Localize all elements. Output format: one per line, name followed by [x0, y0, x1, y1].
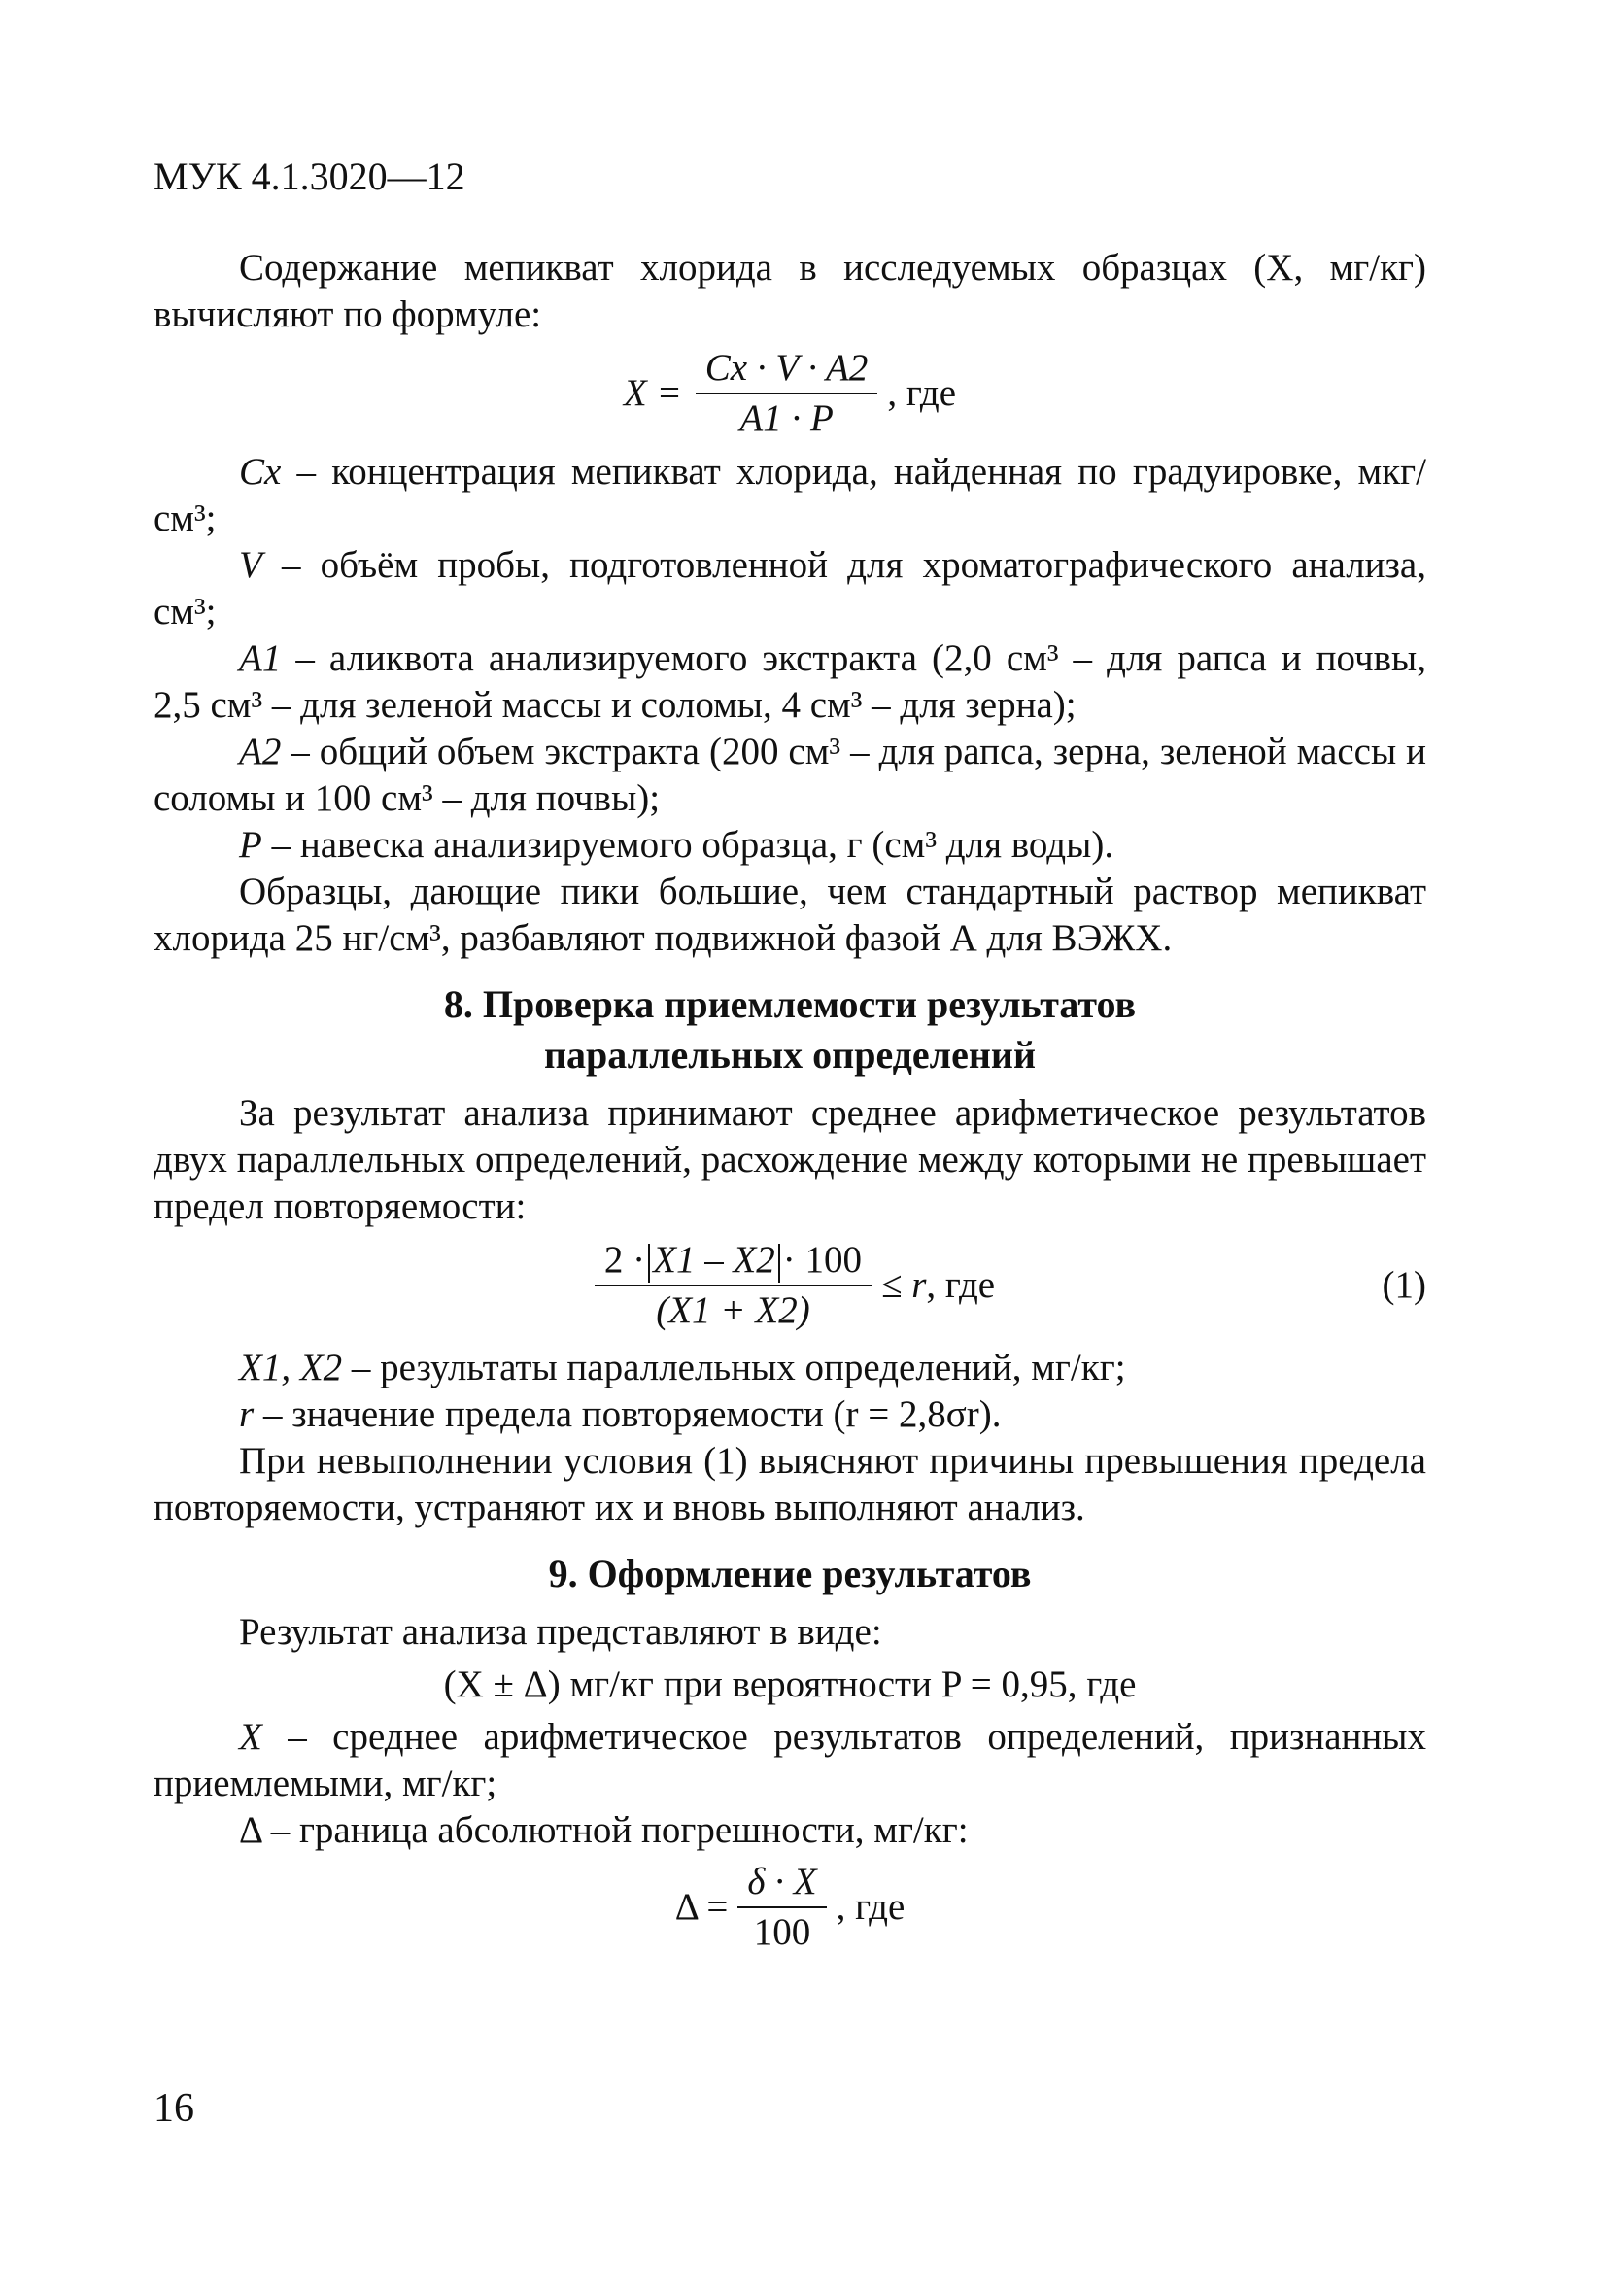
- definition-text: – концентрация мепикват хлорида, найденная по градуировке, мкг/см³;: [154, 451, 1426, 539]
- definition-a2: [154, 729, 1426, 822]
- definition-symbol: r: [239, 1393, 255, 1436]
- definition-v: [154, 542, 1426, 635]
- section-8-heading-line1: 8. Проверка приемлемости результатов: [443, 982, 1137, 1026]
- formula-delta-denominator: 100: [753, 1911, 811, 1954]
- definition-text: – объём пробы, подготовленной для хроматографического анализа, см³;: [154, 544, 1426, 633]
- document-body: [154, 245, 1426, 1961]
- section-9-paragraph: Результат анализа представляют в виде:: [239, 1611, 882, 1654]
- dilution-paragraph: Образцы, дающие пики большие, чем стандартный раствор мепикват хлорида 25 нг/см³, разбавляют подвижной фазой А для ВЭЖХ.: [154, 871, 1426, 959]
- definition-x-mean: [154, 1714, 1426, 1807]
- formula-delta-fraction: [737, 1860, 826, 1955]
- formula-result: [154, 1662, 1426, 1708]
- definition-symbol: X: [239, 1716, 262, 1759]
- definition-symbol: Cx: [239, 451, 282, 493]
- definition-symbol: A1: [239, 637, 282, 679]
- section-8-heading-line2: параллельных определений: [544, 1033, 1036, 1077]
- definition-r: [154, 1391, 1426, 1438]
- formula-x-numerator: Cx · V · A2: [696, 346, 878, 394]
- definition-text: – граница абсолютной погрешности, мг/кг:: [260, 1809, 969, 1852]
- equation-number: (1): [1382, 1264, 1426, 1307]
- formula-x: [154, 346, 1426, 441]
- section-9-heading-text: 9. Оформление результатов: [548, 1552, 1032, 1596]
- section-8-heading: [154, 979, 1426, 1080]
- definition-cx: [154, 449, 1426, 542]
- definition-text: – навеска анализируемого образца, г (см³ для воды).: [261, 824, 1114, 866]
- formula-repeatability: [154, 1238, 1426, 1333]
- definition-p: [154, 822, 1426, 869]
- formula-x-suffix: , где: [887, 372, 957, 414]
- section-9-heading: [154, 1549, 1426, 1599]
- formula-repeatability-denominator: (X1 + X2): [656, 1289, 810, 1332]
- failure-paragraph: При невыполнении условия (1) выясняют причины превышения предела повторяемости, устраняют их и вновь выполняют анализ.: [154, 1440, 1426, 1529]
- definition-text: – результаты параллельных определений, мг/кг;: [342, 1347, 1126, 1389]
- definition-symbol: V: [239, 544, 262, 586]
- abs-bar-right: [778, 1244, 780, 1283]
- page-number: 16: [154, 2086, 194, 2131]
- formula-x-lhs: X =: [623, 372, 682, 414]
- formula-delta: [154, 1860, 1426, 1955]
- formula-repeatability-numerator: [595, 1238, 872, 1286]
- definition-text: – значение предела повторяемости (r = 2,8σr).: [254, 1393, 1002, 1436]
- formula-delta-suffix: , где: [836, 1886, 906, 1929]
- formula-x-fraction: [696, 346, 878, 441]
- definition-text: – среднее арифметическое результатов определений, признанных приемлемыми, мг/кг;: [154, 1716, 1426, 1805]
- definition-a1: [154, 635, 1426, 729]
- definition-symbol: Δ: [239, 1809, 261, 1852]
- numerator-factor: 2 ·: [603, 1239, 646, 1281]
- formula-delta-numerator: δ · X: [737, 1860, 826, 1908]
- numerator-multiplier: · 100: [782, 1239, 863, 1281]
- formula-result-text: (X ± Δ) мг/кг при вероятности P = 0,95, где: [443, 1663, 1137, 1706]
- intro-paragraph: Содержание мепикват хлорида в исследуемых образцах (X, мг/кг) вычисляют по формуле:: [154, 247, 1426, 335]
- definition-symbol: X1, X2: [239, 1347, 343, 1389]
- definition-text: – аликвота анализируемого экстракта (2,0 см³ – для рапса и почвы, 2,5 см³ – для зеленой массы и соломы, 4 см³ – для зерна);: [154, 637, 1426, 726]
- section-8-paragraph: За результат анализа принимают среднее арифметическое результатов двух параллельных определений, расхождение между которыми не превышает предел повторяемости:: [154, 1092, 1426, 1227]
- definition-symbol: A2: [239, 731, 282, 772]
- definition-symbol: P: [239, 824, 262, 866]
- formula-repeatability-relation: ≤ r: [881, 1264, 927, 1307]
- abs-bar-left: [648, 1244, 650, 1283]
- formula-repeatability-fraction: [595, 1238, 872, 1333]
- definition-text: – общий объем экстракта (200 см³ – для рапса, зерна, зеленой массы и соломы и 100 см³ – для почвы);: [154, 731, 1426, 819]
- definition-delta: [154, 1807, 1426, 1854]
- document-code-header: МУК 4.1.3020—12: [154, 154, 465, 198]
- numerator-difference: X1 – X2: [653, 1239, 775, 1281]
- definition-x1-x2: [154, 1345, 1426, 1391]
- formula-x-denominator: A1 · P: [739, 397, 834, 439]
- formula-repeatability-suffix: , где: [926, 1264, 996, 1307]
- formula-delta-lhs: Δ =: [674, 1886, 729, 1929]
